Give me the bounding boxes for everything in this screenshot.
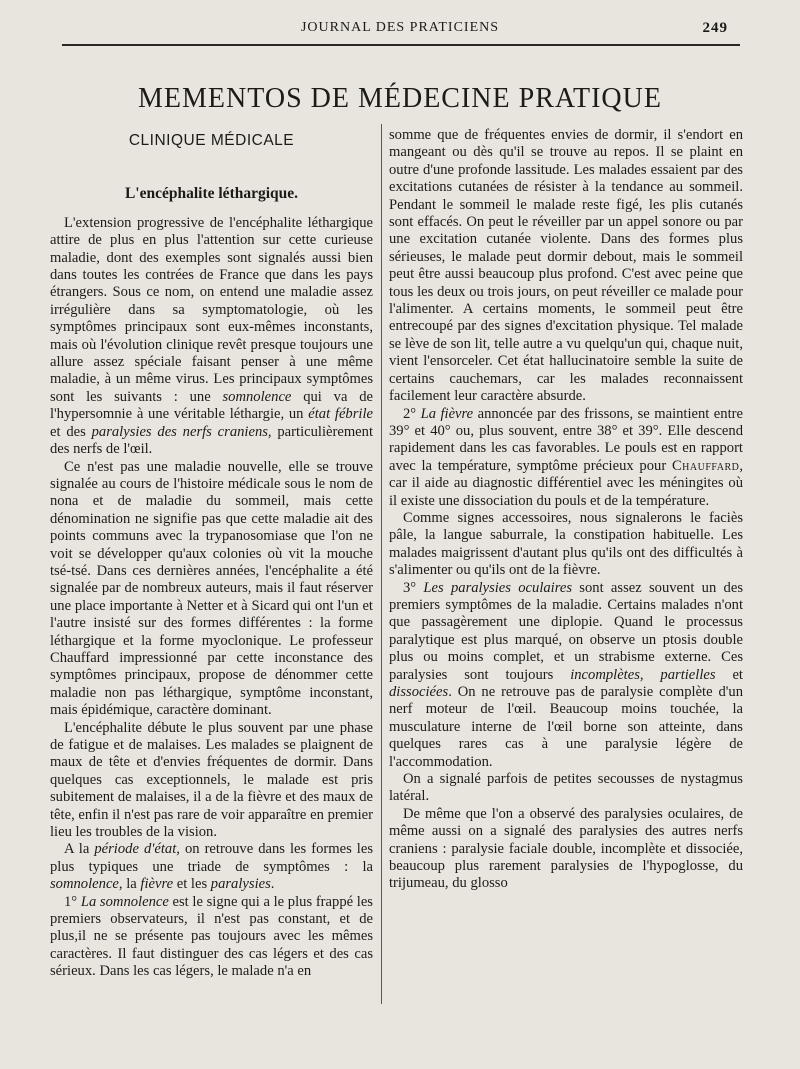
- paragraph-8: 3° Les paralysies oculaires sont assez souvent un des premiers symptômes de la maladie. Certains malades n'ont que passagèrement une diplopie. Quand le processus paralytique est plus marqué, on observe un ptosis double plus ou moins complet, et un strabisme externe. Ces paralysies sont toujours incomplètes, partielles et dissociées. On ne retrouve pas de paralysie complète d'un nerf moteur de l'œil. Beaucoup moins touchée, la musculature interne de l'œil borne son atteinte, dans quelques rares cas à une paralysie légère de l'accommodation.: [389, 579, 743, 770]
- header-rule: [62, 44, 740, 46]
- right-column: [389, 127, 743, 893]
- section-heading: CLINIQUE MÉDICALE: [128, 132, 295, 149]
- running-head: [0, 18, 800, 40]
- main-title: MEMENTOS DE MÉDECINE PRATIQUE: [138, 82, 662, 114]
- paragraph-5-continued: somme que de fréquentes envies de dormir, il s'endort en mangeant ou dès qu'il se trouve au repos. Il se plaint en outre d'une profonde lassitude. Les malades essaient par des excitations cutanées de résister à la tendance au sommeil. Pendant le sommeil le malade reste figé, les plis cutanés sont effacés. On peut le réveiller par un appel sonore ou par une excitation cutanée violente. Dans des formes plus sérieuses, le malade peut dormir debout, mais le sommeil peut être aussi beaucoup plus profond. C'est avec peine que tous les deux ou trois jours, on peut réveiller ce malade pour l'alimenter. A certains moments, le sommeil peut être entrecoupé par des signes d'excitation physique. Tel malade se lève de son lit, telle autre a vu quelqu'un qui, chaque nuit, vient l'ensorceler. Cet état hallucinatoire semble la suite de certains cauchemars, car les malades reconnaissent facilement leur caractère absurde.: [389, 127, 743, 405]
- left-column: [50, 120, 373, 981]
- column-rule: [381, 124, 382, 1004]
- page-number: 249: [702, 20, 728, 36]
- paragraph-1: L'extension progressive de l'encéphalite léthargique attire de plus en plus l'attention sur cette curieuse maladie, dont des exemples sont signalés aussi bien dans toutes les contrées de France que dans les pays étrangers. Sous ce nom, on entend une maladie assez irrégulière dans sa symptomatologie, où les symptômes principaux sont eux-mêmes inconstants, mais où l'évolution clinique revêt presque toujours une allure assez spéciale faisant penser à une même maladie, à un même virus. Les principaux symptômes sont les suivants : une somnolence qui va de l'hypersomnie à une véritable léthargie, un état fébrile et des paralysies des nerfs craniens, particulièrement des nerfs de l'œil.: [50, 214, 373, 458]
- paragraph-7: Comme signes accessoires, nous signalerons le faciès pâle, la langue saburrale, la constipation habituelle. Les malades maigrissent d'autant plus qu'ils ont des difficultés à s'alimenter ou qu'ils ont de la fièvre.: [389, 509, 743, 579]
- paragraph-3: L'encéphalite débute le plus souvent par une phase de fatigue et de malaises. Les malades se plaignent de maux de tête et d'envies fréquentes de dormir. Dans quelques cas exceptionnels, le malade est pris subitement de malaises, il a de la fièvre et des maux de tête, enfin il n'est pas rare de voir apparaître en premier lieu les troubles de la vision.: [50, 719, 373, 841]
- paragraph-10: De même que l'on a observé des paralysies oculaires, de même aussi on a signalé des paralysies des autres nerfs craniens : paralysie faciale double, incomplète et dissociée, beaucoup plus rarement paralysies de l'hypoglosse, du trijumeau, du glosso: [389, 805, 743, 892]
- article-title: L'encéphalite léthargique.: [124, 185, 299, 203]
- running-title: JOURNAL DES PRATICIENS: [300, 20, 500, 35]
- paragraph-6: 2° La fièvre annoncée par des frissons, se maintient entre 39° et 40° ou, plus souvent, entre 38° et 39°. Elle descend rapidement dans les cas favorables. Le pouls est en rapport avec la température, symptôme précieux pour Chauffard, car il aide au diagnostic différentiel avec les méningites où il existe une dissociation du pouls et de la température.: [389, 405, 743, 509]
- paragraph-5: 1° La somnolence est le signe qui a le plus frappé les premiers observateurs, il n'est pas constant, et de plus,il ne se présente pas toujours avec les mêmes caractères. Il faut distinguer des cas légers et des cas sérieux. Dans les cas légers, le malade n'a en: [50, 893, 373, 980]
- paragraph-4: A la période d'état, on retrouve dans les formes les plus typiques une triade de symptômes : la somnolence, la fièvre et les paralysies.: [50, 841, 374, 893]
- paragraph-2: Ce n'est pas une maladie nouvelle, elle se trouve signalée au cours de l'histoire médicale sous le nom de nona et de maladie du sommeil, mais cette dénomination ne signifie pas que cette maladie ait des points communs avec la trypanosomiase que l'on ne voit se développer qu'aux colonies où vit la mouche tsé-tsé. Dans ces dernières années, l'encéphalite a été signalée par de nombreux auteurs, mais il faut réserver une place importante à Netter et à Sicard qui ont l'un et l'autre insisté sur des formes différentes : la forme léthargique et la forme myoclonique. Le professeur Chauffard impressionné par cette inconstance des symptômes principaux, propose de dénommer cette maladie non pas léthargique, symptôme inconstant, mais épidémique, caractère dominant.: [50, 458, 373, 719]
- paragraph-9: On a signalé parfois de petites secousses de nystagmus latéral.: [389, 771, 743, 805]
